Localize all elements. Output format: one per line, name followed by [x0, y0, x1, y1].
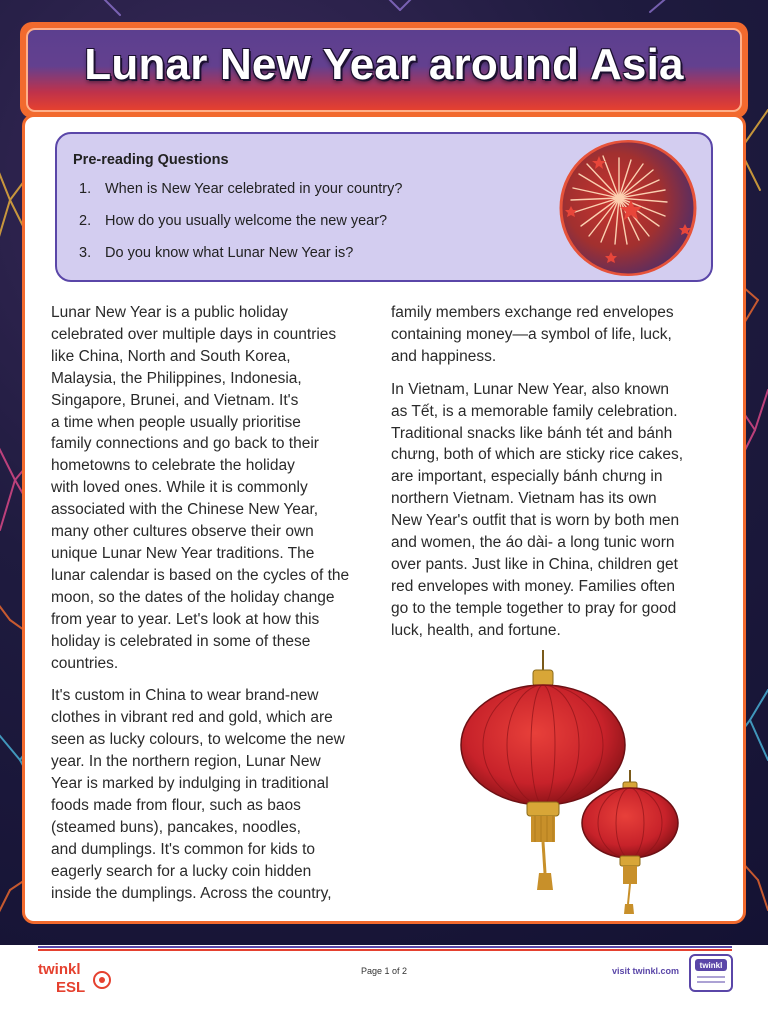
text-line: Singapore, Brunei, and Vietnam. It's — [51, 391, 299, 409]
text-line: Year is marked by indulging in traditional — [51, 775, 329, 793]
text-line: lunar calendar is based on the cycles of the — [51, 566, 350, 584]
text-line: countries. — [51, 654, 119, 672]
text-line: like China, North and South Korea, — [51, 347, 291, 365]
text-line: and happiness. — [391, 347, 497, 365]
question-item — [79, 213, 402, 245]
paragraph — [391, 379, 721, 642]
text-line: foods made from flour, such as baos — [51, 796, 301, 814]
text-line: unique Lunar New Year traditions. The — [51, 544, 315, 562]
text-line: hometowns to celebrate the holiday — [51, 457, 295, 475]
twinkl-esl-logo — [36, 956, 116, 996]
left-column — [51, 302, 381, 915]
text-line: moon, so the dates of the holiday change — [51, 588, 335, 606]
visit-link[interactable]: visit twinkl.com — [612, 966, 680, 976]
text-line: inside the dumplings. Across the country, — [51, 884, 332, 902]
text-line: and women, the áo dài- a long tunic worn — [391, 534, 675, 552]
text-line: as Tết, is a memorable family celebration. — [391, 402, 678, 420]
text-line: northern Vietnam. Vietnam has its own — [391, 490, 657, 508]
text-line: from year to year. Let's look at how this — [51, 610, 320, 628]
text-line: Traditional snacks like bánh tét and bánh — [391, 424, 673, 442]
text-line: go to the temple together to pray for good — [391, 599, 677, 617]
logo-text-bottom: ESL — [56, 979, 86, 996]
text-line: associated with the Chinese New Year, — [51, 501, 319, 519]
right-column — [391, 302, 721, 653]
text-line: over pants. Just like in China, children get — [391, 555, 678, 573]
text-line: It's custom in China to wear brand-new — [51, 687, 319, 705]
question-text: How do you usually welcome the new year? — [105, 213, 388, 229]
text-line: many other cultures observe their own — [51, 523, 314, 541]
footer-rule-purple — [38, 946, 732, 948]
text-line: luck, health, and fortune. — [391, 621, 561, 639]
page-number: Page 1 of 2 — [360, 966, 408, 976]
question-item — [79, 245, 402, 277]
text-line: clothes in vibrant red and gold, which are — [51, 709, 333, 727]
text-line: eagerly search for a lucky coin hidden — [51, 862, 312, 880]
text-line: celebrated over multiple days in countries — [51, 325, 337, 343]
text-line: Lunar New Year is a public holiday — [51, 304, 288, 321]
question-number: 1. — [79, 181, 92, 197]
pre-reading-questions — [79, 181, 402, 277]
text-line: seen as lucky colours, to welcome the new — [51, 731, 345, 749]
question-number: 2. — [79, 213, 92, 229]
paragraph — [51, 685, 381, 904]
text-line: are important, especially bánh chưng in — [391, 468, 663, 486]
firework-image — [559, 140, 697, 276]
text-line: a time when people usually prioritise — [51, 413, 301, 431]
text-line: (steamed buns), pancakes, noodles, — [51, 818, 301, 836]
badge-text: twinkl — [699, 961, 723, 970]
text-line: chưng, both of which are sticky rice cakes, — [391, 446, 684, 464]
text-line: family connections and go back to their — [51, 435, 319, 453]
paragraph — [391, 302, 721, 368]
logo-text-top: twinkl — [38, 961, 81, 978]
text-line: holiday is celebrated in some of these — [51, 632, 311, 650]
text-line: with loved ones. While it is commonly — [51, 479, 308, 497]
page-title: Lunar New Year around Asia — [84, 40, 684, 89]
text-line: and dumplings. It's common for kids to — [51, 840, 315, 858]
text-line: family members exchange red envelopes — [391, 304, 674, 321]
text-line: New Year's outfit that is worn by both men — [391, 512, 680, 530]
footer-rule-red — [38, 949, 732, 951]
title-banner — [20, 22, 748, 118]
pre-reading-heading: Pre-reading Questions — [73, 152, 229, 168]
text-line: red envelopes with money. Families often — [391, 577, 676, 595]
question-number: 3. — [79, 245, 92, 261]
text-line: In Vietnam, Lunar New Year, also known — [391, 380, 670, 398]
lantern-image — [455, 648, 695, 918]
question-text: When is New Year celebrated in your country? — [105, 181, 403, 197]
question-item — [79, 181, 402, 213]
question-text: Do you know what Lunar New Year is? — [105, 245, 354, 261]
paragraph — [51, 302, 381, 674]
text-line: containing money—a symbol of life, luck, — [391, 325, 672, 343]
text-line: year. In the northern region, Lunar New — [51, 753, 321, 771]
text-line: Malaysia, the Philippines, Indonesia, — [51, 369, 302, 387]
quality-badge — [689, 954, 733, 992]
